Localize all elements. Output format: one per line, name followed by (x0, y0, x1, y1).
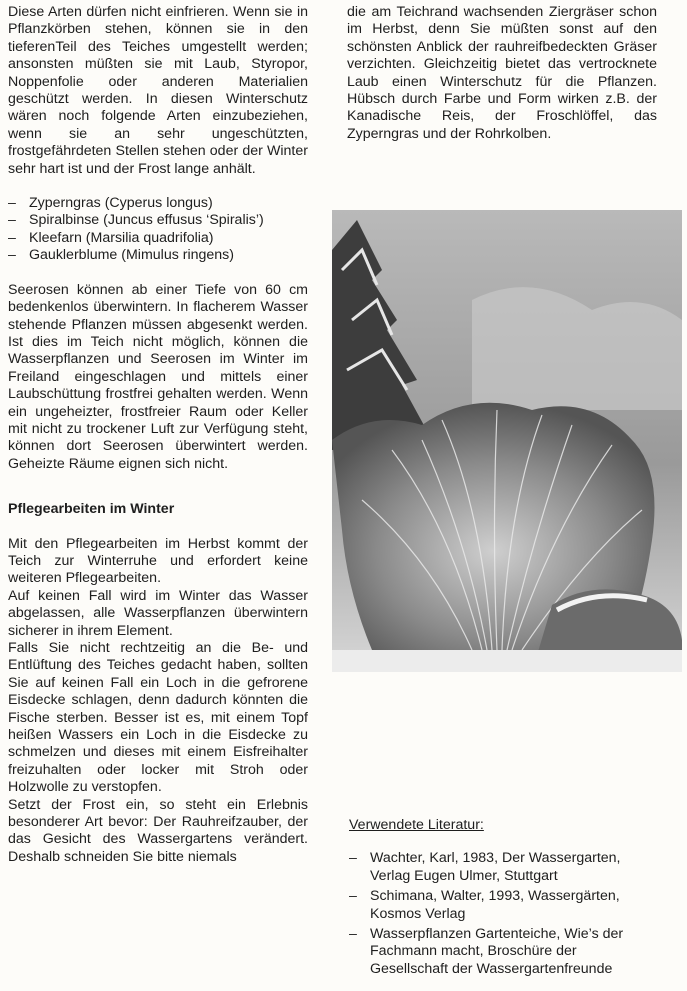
left-column (8, 4, 308, 866)
paragraph-hoarfrost: Setzt der Frost ein, so steht ein Erlebnis besonderer Art bevor: Der Rauhreifzauber, der das Gesicht des Wassergartens verändert. Deshalb schneiden Sie bitte niemals (8, 796, 308, 865)
references-list (349, 850, 657, 978)
photo-illustration (332, 210, 682, 672)
reference-item: – Schimana, Walter, 1993, Wassergärten, Kosmos Verlag (349, 888, 657, 923)
section-heading: Pflegearbeiten im Winter (8, 501, 175, 518)
paragraph-no-draining: Auf keinen Fall wird im Winter das Wasser abgelassen, alle Wasserpflanzen überwintern sicherer in ihrem Element. (8, 587, 308, 639)
paragraph-winter-rest: Mit den Pflegearbeiten im Herbst kommt der Teich zur Winterruhe und erfordert keine weiteren Pflegearbeiten. (8, 535, 308, 587)
reference-item: – Wasserpflanzen Gartenteiche, Wie’s der Fachmann macht, Broschüre der Gesellschaft der Wassergartenfreunde (349, 926, 657, 978)
paragraph-frost-protection: Diese Arten dürfen nicht einfrieren. Wenn sie in Pflanzkörben stehen, können sie in den tieferenTeil des Teiches umgestellt werden; ansonsten müßten sie mit Laub, Styropor, Noppenfolie oder anderen Materialien geschützt werden. In diesen Winterschutz wären noch folgende Arten einzubeziehen, wenn sie an sehr ungeschützten, frostgefährdeten Stellen stehen oder der Winter sehr hart ist und der Frost lange anhält. (8, 4, 308, 177)
paragraph-ornamental-grasses: die am Teichrand wachsenden Ziergräser schon im Herbst, denn Sie müßten sonst auf den schönsten Anblick der rauhreifbedeckten Gräser verzichten. Gleichzeitig bietet das vertrocknete Laub einen Winterschutz für die Pflanzen. Hübsch durch Farbe und Form wirken z.B. der Kanadische Reis, der Froschlöffel, das Zyperngras und der Rohrkolben. (347, 4, 657, 142)
reference-item: – Wachter, Karl, 1983, Der Wassergarten, Verlag Eugen Ulmer, Stuttgart (349, 850, 657, 885)
winter-grass-photo (332, 210, 682, 672)
references (349, 817, 657, 981)
paragraph-water-lilies: Seerosen können ab einer Tiefe von 60 cm bedenkenlos überwintern. In flacherem Wasser stehende Pflanzen müssen abgesenkt werden. Ist dies im Teich nicht möglich, können die Wasserpflanzen und Seerosen im Winter im Freiland eingeschlagen und mittels einer Laubschüttung frostfrei gehalten werden. Wenn ein ungeheizter, frostfreier Raum oder Keller mit nicht zu trockener Luft zur Verfügung steht, können dort Seerosen überwintert werden. Geheizte Räume eignen sich nicht. (8, 281, 308, 472)
list-item: – Zyperngras (Cyperus longus) (8, 195, 308, 212)
paragraph-ice-hole: Falls Sie nicht rechtzeitig an die Be- und Entlüftung des Teiches gedacht haben, sollten Sie auf keinen Fall ein Loch in die gefrorene Eisdecke schlagen, denn dadurch könnten die Fische sterben. Besser ist es, mit einem Topf heißen Wassers ein Loch in die Eisdecke zu schmelzen und dieses mit einem Eisfreihalter freizuhalten oder locker mit Stroh oder Holzwolle zu verstopfen. (8, 640, 308, 796)
list-item: – Gauklerblume (Mimulus ringens) (8, 247, 308, 264)
right-column (347, 4, 657, 143)
list-item: – Kleefarn (Marsilia quadrifolia) (8, 230, 308, 247)
plant-list (8, 195, 308, 265)
references-title: Verwendete Literatur: (349, 817, 484, 833)
list-item: – Spiralbinse (Juncus effusus ‘Spiralis’) (8, 212, 308, 229)
